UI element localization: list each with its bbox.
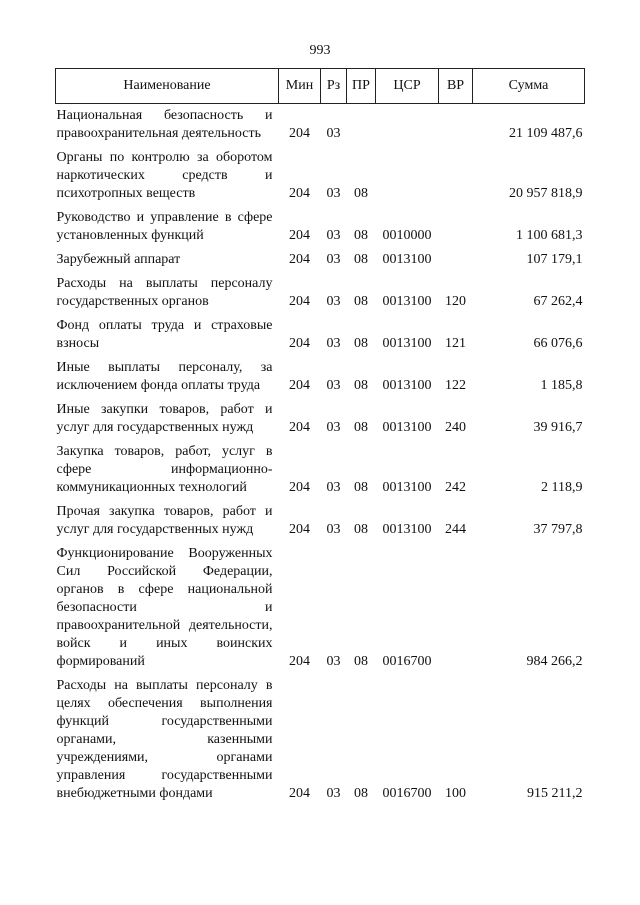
row-sum: 1 185,8 [540,378,583,393]
row-vr: 121 [445,336,466,351]
header-name: Наименование [56,69,279,104]
header-min: Мин [279,69,321,104]
row-rz: 03 [326,294,341,309]
row-name: Функционирование Вооруженных Сил Российской Федерации, органов в сфере национальной безопасности и правоохранительной деятельности, войск и иных воинских формирований [56,546,273,669]
table-row [56,206,585,248]
row-min: 204 [289,378,310,393]
row-min: 204 [289,186,310,201]
row-sum: 67 262,4 [533,294,583,309]
header-csr: ЦСР [376,69,439,104]
row-name: Расходы на выплаты персоналу в целях обеспечения выполнения функций государственными органами, казенными учреждениями, органами управления государственными внебюджетными фондами [56,678,273,801]
row-vr: 120 [445,294,466,309]
row-sum: 2 118,9 [541,480,583,495]
row-min: 204 [289,522,310,537]
row-name: Органы по контролю за оборотом наркотических средств и психотропных веществ [56,150,273,201]
table-body [56,104,585,807]
row-rz: 03 [326,420,341,435]
row-min: 204 [289,786,310,801]
row-name: Фонд оплаты труда и страховые взносы [56,318,273,351]
row-vr: 122 [445,378,466,393]
row-sum: 66 076,6 [533,336,583,351]
row-min: 204 [289,126,310,141]
row-sum: 39 916,7 [533,420,583,435]
row-rz: 03 [326,786,341,801]
row-vr [439,206,473,248]
row-name: Зарубежный аппарат [56,252,181,267]
row-rz: 03 [326,186,341,201]
row-sum: 984 266,2 [526,654,583,669]
row-min: 204 [289,420,310,435]
row-csr: 0013100 [382,522,432,537]
header-pr: ПР [347,69,376,104]
row-min: 204 [289,294,310,309]
table-row [56,314,585,356]
page-number: 993 [309,43,331,58]
row-pr: 08 [354,654,368,669]
table-row [56,500,585,542]
row-pr [347,104,376,147]
table-row [56,674,585,806]
row-pr: 08 [354,294,368,309]
row-name: Руководство и управление в сфере установленных функций [56,210,273,243]
header-vr: ВР [439,69,473,104]
row-rz: 03 [326,336,341,351]
row-min: 204 [289,336,310,351]
row-name: Прочая закупка товаров, работ и услуг для государственных нужд [56,504,273,537]
row-sum: 1 100 681,3 [516,228,583,243]
table-row [56,440,585,500]
row-pr: 08 [354,420,368,435]
row-csr [376,104,439,147]
table-row [56,542,585,674]
row-min: 204 [289,252,310,267]
row-rz: 03 [326,378,341,393]
row-sum: 915 211,2 [527,786,583,801]
header-sum: Сумма [473,69,585,104]
row-pr: 08 [354,186,368,201]
row-rz: 03 [326,654,341,669]
row-csr: 0013100 [382,420,432,435]
row-pr: 08 [354,228,368,243]
table-row [56,356,585,398]
row-sum: 20 957 818,9 [509,186,583,201]
row-min: 204 [289,480,310,495]
row-rz: 03 [326,522,341,537]
table-row [56,104,585,147]
row-pr: 08 [354,252,368,267]
row-min: 204 [289,228,310,243]
row-rz: 03 [326,252,341,267]
row-rz: 03 [326,480,341,495]
table-row [56,398,585,440]
row-vr [439,542,473,674]
table-row [56,146,585,206]
row-vr: 244 [445,522,466,537]
row-vr: 242 [445,480,466,495]
row-rz: 03 [326,126,341,141]
row-name: Расходы на выплаты персоналу государственных органов [56,276,273,309]
table-row [56,248,585,272]
row-pr: 08 [354,336,368,351]
row-csr: 0013100 [382,480,432,495]
row-csr: 0016700 [382,654,432,669]
row-min: 204 [289,654,310,669]
row-csr: 0010000 [382,228,432,243]
row-vr: 240 [445,420,466,435]
budget-table [55,68,585,806]
row-csr: 0013100 [382,378,432,393]
row-rz: 03 [326,228,341,243]
row-csr: 0013100 [382,336,432,351]
row-csr [376,146,439,206]
header-rz: Рз [321,69,347,104]
row-csr: 0013100 [382,252,432,267]
row-pr: 08 [354,378,368,393]
row-csr: 0016700 [382,786,432,801]
row-sum: 37 797,8 [533,522,583,537]
row-vr [439,248,473,272]
row-name: Иные закупки товаров, работ и услуг для государственных нужд [56,402,273,435]
row-sum: 21 109 487,6 [509,126,583,141]
row-vr: 100 [445,786,466,801]
row-name: Закупка товаров, работ, услуг в сфере информационно-коммуникационных технологий [56,444,273,495]
row-name: Иные выплаты персоналу, за исключением фонда оплаты труда [56,360,273,393]
table-header [56,69,585,104]
row-pr: 08 [354,786,368,801]
row-vr [439,146,473,206]
row-pr: 08 [354,522,368,537]
row-sum: 107 179,1 [526,252,583,267]
row-csr: 0013100 [382,294,432,309]
table-row [56,272,585,314]
row-vr [439,104,473,147]
row-pr: 08 [354,480,368,495]
row-name: Национальная безопасность и правоохранительная деятельность [56,108,273,141]
